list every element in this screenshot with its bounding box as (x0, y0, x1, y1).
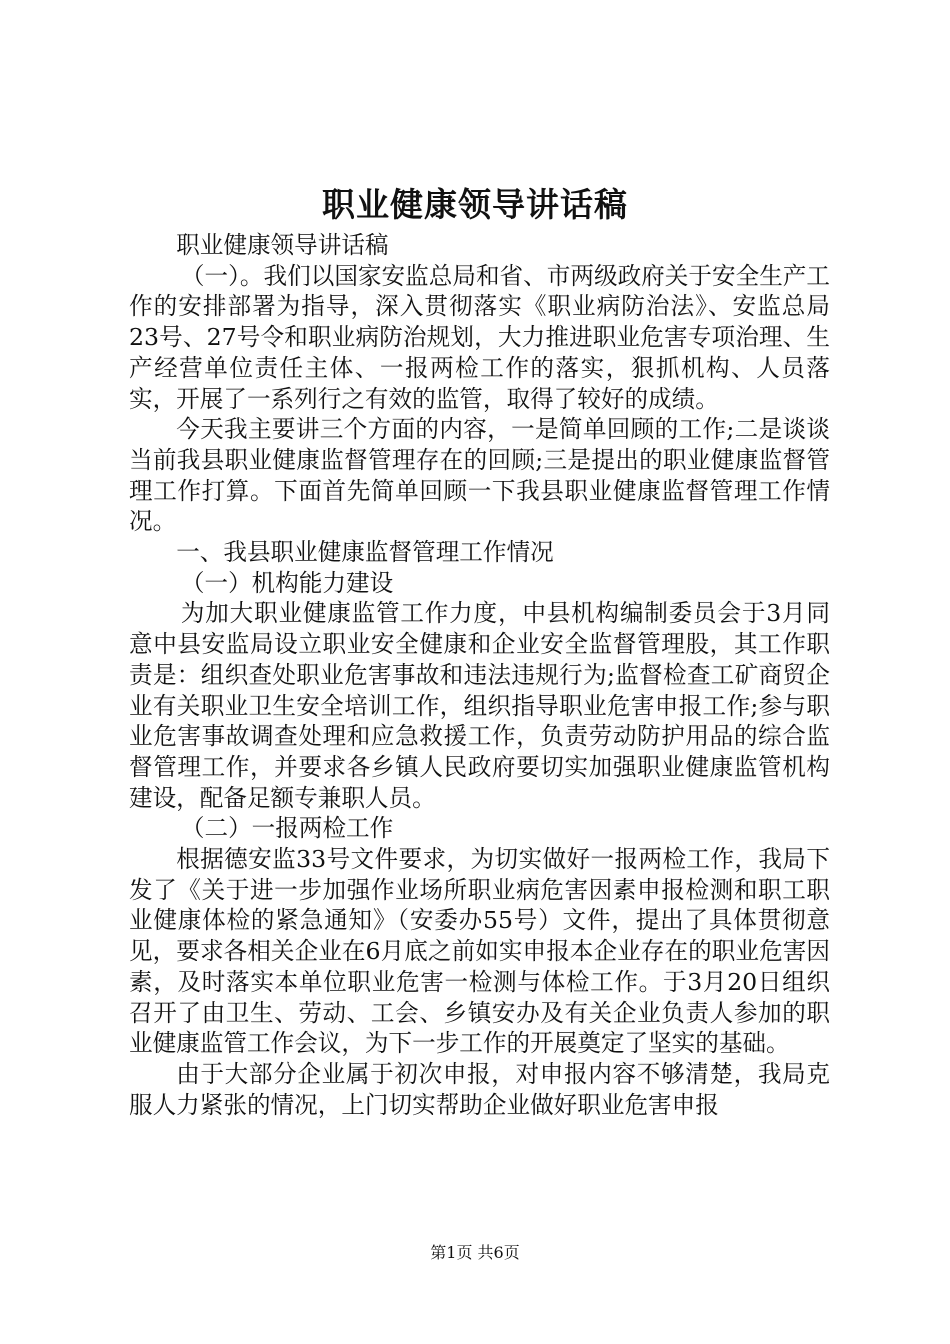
subsection-heading-1: （一）机构能力建设 (180, 568, 394, 597)
subsection-heading-2: （二）一报两检工作 (180, 814, 394, 843)
paragraph-institution: 为加大职业健康监管工作力度，中县机构编制委员会于3月同意中县安监局设立职业安全健康和企业安全监督管理股，其工作职责是：组织查处职业危害事故和违法违规行为;监督检查工矿商贸企业有关职业卫生安全培训工作，组织指导职业危害申报工作;参与职业危害事故调查处理和应急救援工作，负责劳动防护用品的综合监督管理工作，并要求各乡镇人民政府要切实加强职业健康监管机构建设，配备足额专兼职人员。 (129, 599, 830, 812)
document-title: 职业健康领导讲话稿 (322, 185, 628, 224)
section-heading: 一、我县职业健康监督管理工作情况 (176, 538, 554, 567)
paragraph-reporting: 根据德安监33号文件要求，为切实做好一报两检工作，我局下发了《关于进一步加强作业场所职业病危害因素申报检测和职工职业健康体检的紧急通知》（安委办55号）文件，提出了具体贯彻意见，要求各相关企业在6月底之前如实申报本企业存在的职业危害因素，及时落实本单位职业危害一检测与体检工作。于3月20日组织召开了由卫生、劳动、工会、乡镇安办及有关企业负责人参加的职业健康监管工作会议，为下一步工作的开展奠定了坚实的基础。 (129, 845, 830, 1058)
paragraph-outline: 今天我主要讲三个方面的内容，一是简单回顾的工作;二是谈谈当前我县职业健康监督管理存在的回顾;三是提出的职业健康监督管理工作打算。下面首先简单回顾一下我县职业健康监督管理工作情况。 (129, 415, 830, 536)
document-body (129, 230, 830, 1120)
paragraph-heading-repeat: 职业健康领导讲话稿 (176, 231, 389, 259)
paragraph-intro: （一）。我们以国家安监总局和省、市两级政府关于安全生产工作的安排部署为指导，深入贯彻落实《职业病防治法》、安监总局23号、27号令和职业病防治规划，大力推进职业危害专项治理、生产经营单位责任主体、一报两检工作的落实，狠抓机构、人员落实，开展了一系列行之有效的监管，取得了较好的成绩。 (129, 261, 830, 413)
paragraph-assistance: 由于大部分企业属于初次申报，对申报内容不够清楚，我局克服人力紧张的情况，上门切实帮助企业做好职业危害申报 (129, 1059, 830, 1119)
page-footer: 第1页 共6页 (430, 1243, 520, 1262)
